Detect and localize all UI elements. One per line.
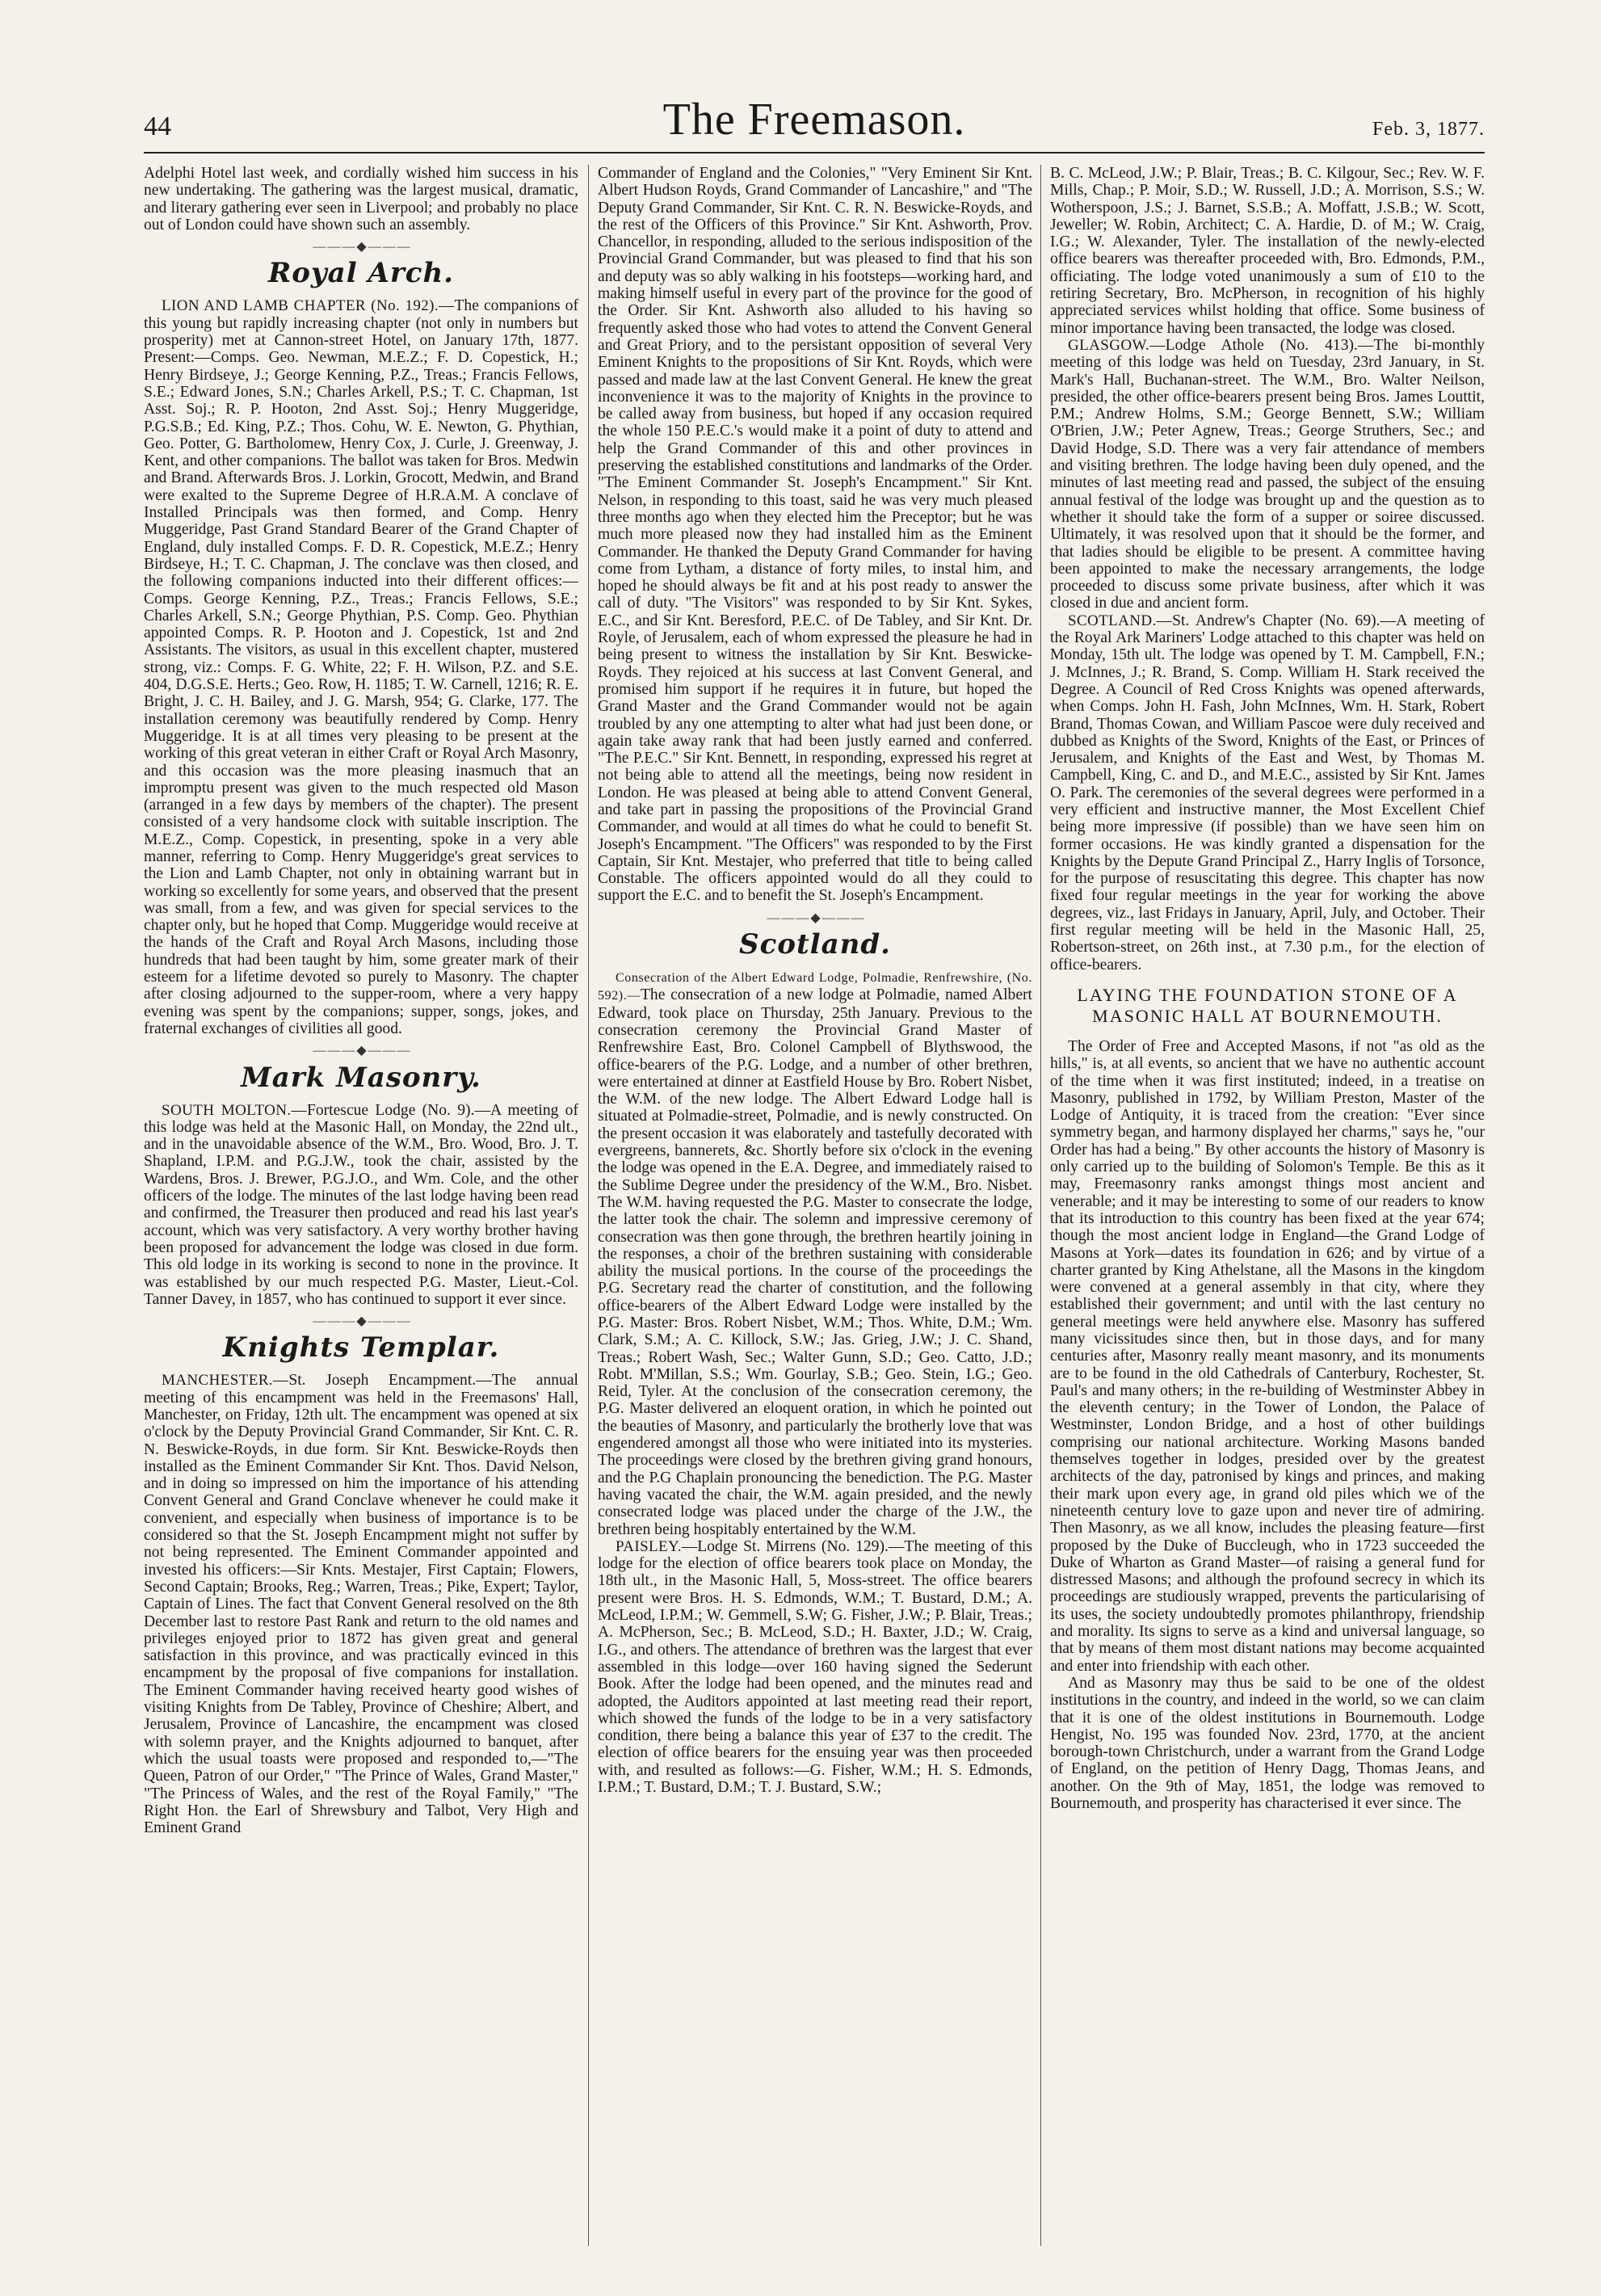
- article-text: St. Andrew's Chapter (No. 69).—A meeting of the Royal Ark Mariners' Lodge attached to this chapter was held on Monday, 15th ult. The lodge was opened by T. M. Campbell, F.N.; J. McInnes, J.; R. Brand, S. Comp. William H. Stark received the Degree. A Council of Red Cross Knights was opened afterwards, when Comps. John H. Fash, John McInnes, Wm. H. Stark, Robert Brand, Thomas Cowan, and William Pascoe were duly received and dubbed as Knights of the Sword, Knights of the East, or Princes of Jerusalem, and Knights of the East and West, by Thomas M. Campbell, King, C. and D., and M.E.C., assisted by Sir Knt. James O. Park. The ceremonies of the several degrees were performed in a very efficient and instructive manner, the Most Excellent Chief being more impressive (if possible) than we have seen him on former occasions. He was kindly granted a dispensation for the Knights by the Depute Grand Principal Z., Harry Inglis of Torsonce, for the purpose of resuscitating this degree. This chapter has now fixed four regular meetings in the year for working the above degrees, viz., last Fridays in January, April, July, and October. Their first regular meeting will be held in the Masonic Hall, 25, Robertson-street, on 26th inst., at 7.30 p.m., for the election of office-bearers.: [1050, 612, 1485, 973]
- column-divider: [1040, 165, 1041, 2246]
- newspaper-page: [144, 97, 1485, 2246]
- article-heading-laying-foundation-stone: LAYING THE FOUNDATION STONE OF A MASONIC HALL AT BOURNEMOUTH.: [1077, 984, 1458, 1026]
- column-3: [1050, 165, 1485, 2246]
- report-lead: MANCHESTER.—: [162, 1372, 289, 1390]
- column-1: [144, 165, 578, 2246]
- article-text: Adelphi Hotel last week, and cordially wished him success in his new undertaking. The gathering was the largest musical, dramatic, and literary gathering ever seen in Liverpool; and probably no place out of London could have shown such an assembly.: [144, 165, 578, 233]
- column-2: [598, 165, 1032, 2246]
- newspaper-title: The Freemason.: [662, 95, 966, 145]
- article-text: The companions of this young but rapidly increasing chapter (not only in numbers but prosperity) met at Cannon-street Hotel, on January 17th, 1877. Present:—Comps. Geo. Newman, M.E.Z.; F. D. Copestick, H.; Henry Birdseye, J.; George Kenning, P.Z., Treas.; Francis Fellows, S.E.; Edward Jones, S.N.; Charles Arkell, P.S.; T. C. Chapman, 1st Asst. Soj.; R. P. Hooton, 2nd Asst. Soj.; Henry Muggeridge, P.G.S.B.; Ed. King, P.Z.; Thos. Cohu, W. E. Newton, G. Phythian, Geo. Potter, G. Bartholomew, Henry Cox, J. Curle, J. Greenway, J. Kent, and other companions. The ballot was taken for Bros. Medwin and Brand. Afterwards Bros. J. Lorkin, Grocott, Medwin, and Brand were exalted to the Supreme Degree of H.R.A.M. A conclave of Installed Principals was then formed, and Comp. Henry Muggeridge, Past Grand Standard Bearer of the Grand Chapter of England, duly installed Comps. F. D. R. Copestick, M.E.Z.; Henry Birdseye, H.; T. C. Chapman, J. The conclave was then closed, and the following companions inducted into their different offices:—Comps. George Kenning, P.Z., Treas.; Francis Fellows, S.E.; Charles Arkell, S.N.; George Phythian, P.S. Comp. Geo. Phythian appointed Comps. R. P. Hooton and J. Copestick, 1st and 2nd Assistants. The visitors, as usual in this excellent chapter, mustered strong, viz.: Comps. F. G. White, 22; F. H. Wilson, P.Z. and S.E. 404, D.G.S.E. Herts.; Geo. Row, H. 1185; T. W. Carnell, 1216; R. E. Bright, J. C. H. Bailey, and J. G. Marsh, 954; G. Clarke, 177. The installation ceremony was beautifully rendered by Comp. Henry Muggeridge. It is at all times very pleasing to be present at the working of this great veteran in either Craft or Royal Arch Masonry, and this occasion was the more pleasing inasmuch that an impromptu present was given to the much respected old Mason (arranged in a few days by members of the chapter). The present consisted of a very handsome clock with suitable inscription. The M.E.Z., Comp. Copestick, in presenting, spoke in a very able manner, referring to Comp. Henry Muggeridge's great services to the Lion and Lamb Chapter, not only in obtaining warrant but in working so excellently for some years, and observed that the present was small, from a few, and was given for special services to the chapter only, but he hoped that Comp. Muggeridge would receive at the hands of the Craft and Royal Arch Masons, including those hundreds that had been taught by him, some greater mark of their esteem for a lifetime devoted so purely to Masonry. The chapter after closing adjourned to the supper-room, where a very happy evening was spent by the companions; supper, songs, jokes, and fraternal exchanges of civilities all good.: [144, 297, 578, 1037]
- section-heading-royal-arch: Royal Arch.: [267, 257, 455, 290]
- section-heading-scotland: Scotland.: [739, 928, 891, 961]
- columns: [144, 165, 1485, 2246]
- issue-date: Feb. 3, 1877.: [1372, 119, 1485, 140]
- page-number: 44: [144, 111, 171, 141]
- article-text: The consecration of a new lodge at Polmadie, named Albert Edward, took place on Thursday, 25th January. Previous to the consecration ceremony the Provincial Grand Master of Renfrewshire East, Bro. Colonel Campbell of Blythswood, the office-bearers of the P.G. Lodge, and a number of other brethren, were entertained at dinner at Eastfield House by Bro. Robert Nisbet, the W.M. of the new lodge. The Albert Edward Lodge hall is situated at Polmadie-street, Polmadie, and is newly constructed. On the present occasion it was elaborately and tastefully decorated with evergreens, bannerets, &c. Shortly before six o'clock in the evening the lodge was opened in the E.A. Degree, and immediately raised to the Sublime Degree under the presidency of the W.M., Bro. Nisbet. The W.M. having requested the P.G. Master to consecrate the lodge, the latter took the chair. The solemn and impressive ceremony of consecration was then gone through, the brethren heartily joining in the responses, a choir of the brethren sustaining with considerable ability the musical portions. In the course of the proceedings the P.G. Secretary read the charter of constitution, and the following office-bearers of the Albert Edward Lodge were installed by the P.G. Master: Bros. Robert Nisbet, W.M.; Thos. White, D.M.; Wm. Clark, S.M.; A. C. Killock, S.W.; Jas. Grieg, J.W.; J. C. Shand, Treas.; Robert Wash, Sec.; Walter Gunn, S.D.; Geo. Catto, J.D.; Robt. M'Millan, S.S.; Wm. Gourlay, S.B.; Geo. Stein, I.G.; Geo. Reid, Tyler. At the conclusion of the consecration ceremony, the P.G. Master delivered an eloquent oration, in which he pointed out the beauties of Masonry, and particularly the brotherly love that was engendered amongst all those who were initiated into its mysteries. The proceedings were closed by the brethren giving grand honours, and the P.G Chaplain pronouncing the benediction. The P.G. Master having vacated the chair, the W.M. again presided, and the newly consecrated lodge was placed under the charge of the J.W., the brethren being hospitably entertained by the W.M.: [598, 986, 1032, 1538]
- report-lead: GLASGOW.—: [1068, 336, 1166, 354]
- article-text: St. Joseph Encampment.—The annual meeting of this encampment was held in the Freemasons' Hall, Manchester, on Friday, 12th ult. The encampment was opened at six o'clock by the Deputy Provincial Grand Commander, Sir Knt. C. R. N. Beswicke-Royds, in due form. Sir Knt. Beswicke-Royds then installed as the Eminent Commander Sir Knt. Thos. David Nelson, and in doing so impressed on him the importance of his attending Convent General and Grand Conclave whenever he could make it convenient, and especially when business of importance is to be considered so that the St. Joseph Encampment might not suffer by not being represented. The Eminent Commander appointed and invested his officers:—Sir Knts. Mestajer, First Captain; Flowers, Second Captain; Brooks, Reg.; Warren, Treas.; Pike, Expert; Taylor, Captain of Lines. The fact that Convent General resolved on the 8th December last to restore Past Rank and return to the old names and privileges enjoyed prior to 1872 has given great and general satisfaction in this province, and was practically evinced in this encampment by the proposal of five companions for installation. The Eminent Commander having received hearty good wishes of visiting Knights from De Tabley, Province of Cheshire; Albert, and Jerusalem, Province of Lancashire, the encampment was closed with solemn prayer, and the Knights adjourned to banquet, after which the usual toasts were proposed and responded to,—"The Queen, Patron of our Order," "The Prince of Wales, Grand Master," "The Princess of Wales, and the rest of the Royal Family," "The Right Hon. the Earl of Shrewsbury and Talbot, Very High and Eminent Grand: [144, 1372, 578, 1837]
- separator-ornament: — — — ◆ — — —: [313, 1044, 410, 1058]
- masthead: [144, 97, 1485, 145]
- article-text: Lodge Athole (No. 413).—The bi-monthly meeting of this lodge was held on Tuesday, 23rd January, in St. Mark's Hall, Buchanan-street. The W.M., Bro. Walter Neilson, presided, the other office-bearers present being Bros. James Louttit, P.M.; Andrew Holms, S.M.; George Bennett, S.W.; William O'Brien, J.W.; Peter Agnew, Treas.; George Struthers, Sec.; and David Hodge, S.D. There was a very fair attendance of members and visiting brethren. The lodge having been duly opened, and the minutes of last meeting read and passed, the subject of the ensuing annual festival of the lodge was brought up and the question as to whether it should take the form of a supper or soiree discussed. Ultimately, it was resolved upon that it should be the former, and that ladies should be eligible to be present. A committee having been appointed to make the necessary arrangements, the lodge proceeded to discuss some private business, after which it was closed in due and ancient form.: [1050, 336, 1485, 612]
- article-text: The Order of Free and Accepted Masons, if not "as old as the hills," is, at all events, so ancient that we have no authentic account of the time when it was first instituted; indeed, in a treatise on Masonry, published in 1792, by William Preston, Master of the Lodge of Antiquity, it is traced from the creation: "Ever since symmetry began, and harmony displayed her charms," says he, "our Order has had a being." By other accounts the history of Masonry is only carried up to the building of Solomon's Temple. Be this as it may, Freemasonry ranks amongst things most ancient and venerable; and it may be interesting to some of our readers to know that its introduction to this country has been fixed at the year 674; though the most ancient lodge in England—the Grand Lodge of Masons at York—dates its foundation in 626; and by virtue of a charter granted by King Athelstane, all the Masons in the kingdom were convened at a general assembly in that city, where they established their government; and until with the last century no general meetings were held anywhere else. Masonry has suffered many vicissitudes since then, but in those days, and for many centuries after, Masonry really meant masonry, and its monuments are to be found in the old Cathedrals of Canterbury, Rochester, St. Paul's and many others; in the re-building of Westminster Abbey in the eleventh century; in the Tower of London, the Palace of Westminster, London Bridge, and a host of other buildings comprising our national architecture. Working Masons banded themselves together in lodges, presided over by the greatest architects of the day, patronised by kings and princes, and making their mark upon every age, in grand old piles which we of the nineteenth century love to gaze upon and never tire of admiring. Then Masonry, as we all know, includes the pleasing feature—first proposed by the Duke of Buccleugh, who in 1723 succeeded the Duke of Wharton as Grand Master—of raising a general fund for distressed Masons; and although the profound secrecy in which its proceedings are studiously wrapped, prevents the particularising of its uses, the society undoubtedly promotes philanthropy, friendship and morality. Its signs to serve as a kind and universal language, so that by means of them most distant nations may become acquainted and enter into friendship with each other.: [1050, 1037, 1485, 1675]
- separator-ornament: — — — ◆ — — —: [313, 240, 410, 254]
- article-text: Lodge St. Mirrens (No. 129).—The meeting of this lodge for the election of office bearers took place on Monday, the 18th ult., in the Masonic Hall, 5, Moss-street. The office bearers present were Bros. H. S. Edmonds, W.M.; T. Bustard, D.M.; A. McLeod, I.P.M.; W. Gemmell, S.W; G. Fisher, J.W.; P. Blair, Treas.; A. McPherson, Sec.; B. McLeod, S.D.; H. Baxter, J.D.; W. Craig, I.G., and others. The attendance of brethren was the largest that ever assembled in this lodge—over 160 having signed the Sederunt Book. After the lodge had been opened, and the minutes read and adopted, the Auditors appointed at last meeting read their report, which showed the funds of the lodge to be in a very satisfactory condition, there being a balance this year of £37 to the credit. The election of office bearers for the ensuing year was then proceeded with, and resulted as follows:—G. Fisher, W.M.; H. S. Edmonds, I.P.M.; T. Bustard, D.M.; T. J. Bustard, S.W.;: [598, 1537, 1032, 1797]
- article-text: B. C. McLeod, J.W.; P. Blair, Treas.; B. C. Kilgour, Sec.; Rev. W. F. Mills, Chap.; P. Moir, S.D.; W. Russell, J.D.; A. Morrison, S.S.; W. Wotherspoon, J.S.; J. Barnet, S.S.B.; A. Moffatt, J.S.B.; W. Scott, Jeweller; W. Robin, Architect; C. A. Hardie, D. of M.; W. Craig, I.G.; W. Alexander, Tyler. The installation of the newly-elected office bearers was thereafter proceeded with, Bro. Edmonds, P.M., officiating. The lodge voted unanimously a sum of £10 to the retiring Secretary, Bro. McPherson, in recognition of his highly appreciated services whilst holding that office. Some business of minor importance having been transacted, the lodge was closed.: [1050, 165, 1485, 337]
- section-heading-mark-masonry: Mark Masonry.: [241, 1061, 481, 1094]
- article-text: Commander of England and the Colonies," "Very Eminent Sir Knt. Albert Hudson Royds, Grand Commander of Lancashire," and "The Deputy Grand Commander, Sir Knt. C. R. N. Beswicke-Royds, and the rest of the Officers of this Province." Sir Knt. Ashworth, Prov. Chancellor, in responding, alluded to the serious indisposition of the Provincial Grand Commander, but was pleased to find that his son and deputy was so ably walking in his footsteps—working hard, and making himself useful in every part of the province for the good of the Order. Sir Knt. Ashworth also alluded to his having so frequently asked those who had votes to attend the Convent General and Great Priory, and to the persistant opposition of several Very Eminent Knights to the propositions of Sir Knt. Royds, which were passed and made law at the last Convent General. He knew the great inconvenience it was to the majority of Knights in the province to be called away from business, but hoped if any occasion required the whole 150 P.E.C.'s would make it a point of duty to attend and help the Grand Commander of this and other provinces in preserving the established constitutions and landmarks of the Order. "The Eminent Commander St. Joseph's Encampment." Sir Knt. Nelson, in responding to this toast, said he was very much pleased three months ago when they elected him the Preceptor; but he was much more pleased now they had installed him as the Eminent Commander. He thanked the Deputy Grand Commander for having come from Lytham, a distance of forty miles, to instal him, and hoped he should always be fit and at his post ready to answer the call of duty. "The Visitors" was responded to by Sir Knt. Sykes, E.C., and Sir Knt. Beresford, P.E.C. of De Tabley, and Sir Knt. Dr. Royle, of Jerusalem, each of whom expressed the pleasure he had in being present to witness the installation by Sir Knt. Beswicke-Royds. They rejoiced at his success at last Convent General, and promised him support if he requires it in future, but hoped the Grand Master and the Grand Commander would not be again troubled by any one attempting to alter what had just been done, or again take away rank that had been justly earned and conferred. "The P.E.C." Sir Knt. Bennett, in responding, expressed his regret at not being able to attend all the meetings, being now resident in London. He was pleased at being able to attend Convent General, and take part in passing the propositions of the Provincial Grand Commander, and would at all times do what he could to benefit St. Joseph's Encampment. "The Officers" was responded to by the First Captain, Sir Knt. Mestajer, who preferred that title to being called Constable. The officers appointed would do all they could to support the E.C. and to benefit the St. Joseph's Encampment.: [598, 165, 1032, 905]
- column-divider: [588, 165, 589, 2246]
- report-lead: SCOTLAND.—: [1068, 612, 1173, 629]
- report-lead: Consecration of the Albert Edward Lodge, Polmadie, Renfrewshire, (No. 592).—: [598, 971, 1032, 1003]
- report-lead: PAISLEY.—: [616, 1537, 698, 1555]
- section-heading-knights-templar: Knights Templar.: [222, 1331, 500, 1365]
- separator-ornament: — — — ◆ — — —: [313, 1314, 410, 1329]
- article-text: And as Masonry may thus be said to be one of the oldest institutions in the country, and indeed in the world, so we can claim that it is one of the oldest institutions in Bournemouth. Lodge Hengist, No. 195 was founded Nov. 23rd, 1770, at the ancient borough-town Christchurch, under a warrant from the Grand Lodge of England, on the petition of Henry Dagg, Thomas Jeans, and another. On the 9th of May, 1851, the lodge was removed to Bournemouth, and prosperity has characterised it ever since. The: [1050, 1674, 1485, 1813]
- report-lead: SOUTH MOLTON.—: [162, 1101, 307, 1119]
- separator-ornament: — — — ◆ — — —: [767, 910, 864, 925]
- masthead-rule: [144, 152, 1485, 153]
- report-lead: LION AND LAMB CHAPTER (No. 192).—: [162, 297, 455, 315]
- article-text: Fortescue Lodge (No. 9).—A meeting of this lodge was held at the Masonic Hall, on Monday, the 22nd ult., and in the unavoidable absence of the W.M., Bro. Wood, Bro. J. T. Shapland, I.P.M. and P.G.J.W., took the chair, assisted by the Wardens, Bros. J. Brewer, P.G.J.O., and Wm. Cole, and the other officers of the lodge. The minutes of the last lodge having been read and confirmed, the Treasurer then produced and read his last year's account, which was very satisfactory. A very worthy brother having been proposed for advancement the lodge was closed in due form. This old lodge in its working is second to none in the province. It was established by our much respected P.G. Master, Lieut.-Col. Tanner Davey, in 1857, who has continued to support it ever since.: [144, 1101, 578, 1308]
